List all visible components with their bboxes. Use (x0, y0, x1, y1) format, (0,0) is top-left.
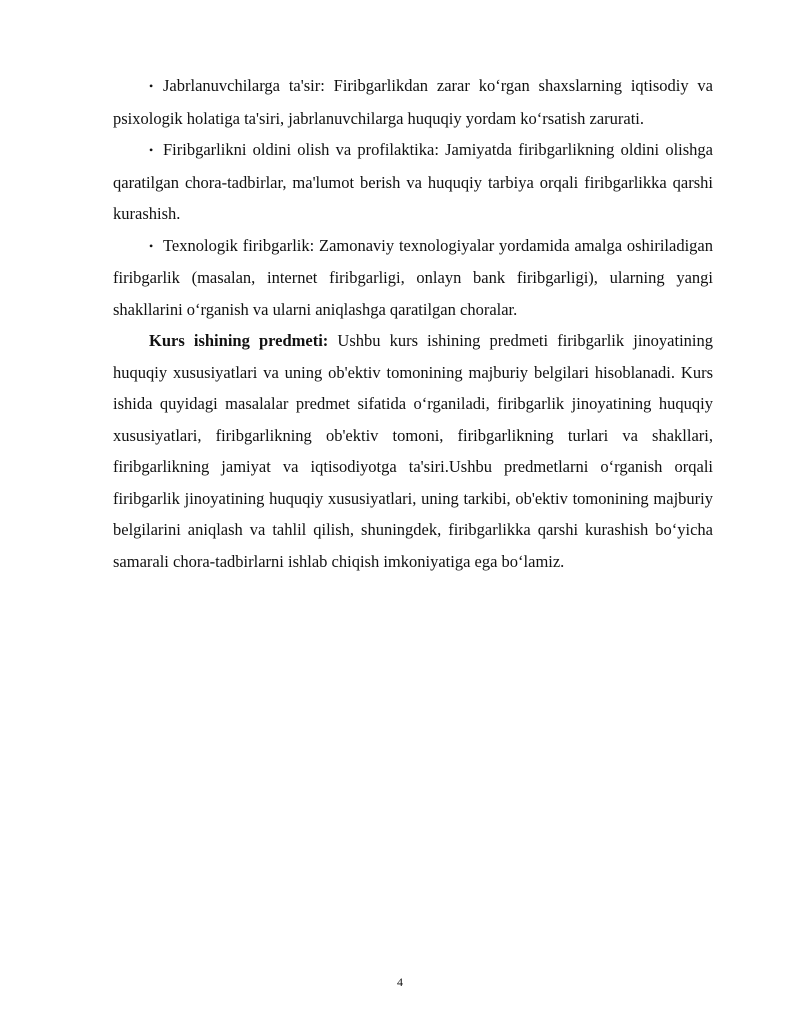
bullet-item-victims (113, 70, 713, 134)
subject-paragraph (113, 325, 713, 577)
subject-heading: Kurs ishining predmeti: (149, 331, 329, 350)
subject-text: Ushbu kurs ishining predmeti firibgarlik jinoyatining huquqiy xususiyatlari va uning ob'ektiv tomonining majburiy belgilari hisoblanadi. Kurs ishida quyidagi masalalar predmet sifatida o‘rganiladi, firibgarlik jinoyatining huquqiy xususiyatlari, firibgarlikning ob'ektiv tomoni, firibgarlikning turlari va shakllari, firibgarlikning jamiyat va iqtisodiyotga ta'siri.Ushbu predmetlarni o‘rganish orqali firibgarlik jinoyatining huquqiy xususiyatlari, uning tarkibi, ob'ektiv tomonining majburiy belgilarini aniqlash va tahlil qilish, shuningdek, firibgarlikka qarshi kurashish bo‘yicha samarali chora-tadbirlarni ishlab chiqish imkoniyatiga ega bo‘lamiz. (113, 331, 713, 571)
bullet-text: Texnologik firibgarlik: Zamonaviy texnologiyalar yordamida amalga oshiriladigan firibgarlik (masalan, internet firibgarligi, onlayn bank firibgarligi), ularning yangi shakllarini o‘rganish va ularni aniqlashga qaratilgan choralar. (113, 235, 713, 319)
bullet-text: Firibgarlikni oldini olish va profilaktika: Jamiyatda firibgarlikning oldini olishga qaratilgan chora-tadbirlar, ma'lumot berish va huquqiy tarbiya orqali firibgarlikka qarshi kurashish. (113, 140, 713, 223)
bullet-icon: • (149, 79, 154, 93)
bullet-text: Jabrlanuvchilarga ta'sir: Firibgarlikdan zarar ko‘rgan shaxslarning iqtisodiy va psixologik holatiga ta'siri, jabrlanuvchilarga huquqiy yordam ko‘rsatish zarurati. (113, 76, 713, 128)
page-number: 4 (397, 975, 403, 989)
bullet-icon: • (149, 143, 154, 157)
document-page (113, 70, 713, 577)
bullet-icon: • (149, 238, 154, 253)
bullet-item-prevention (113, 134, 713, 230)
bullet-item-tech-fraud (113, 230, 713, 326)
